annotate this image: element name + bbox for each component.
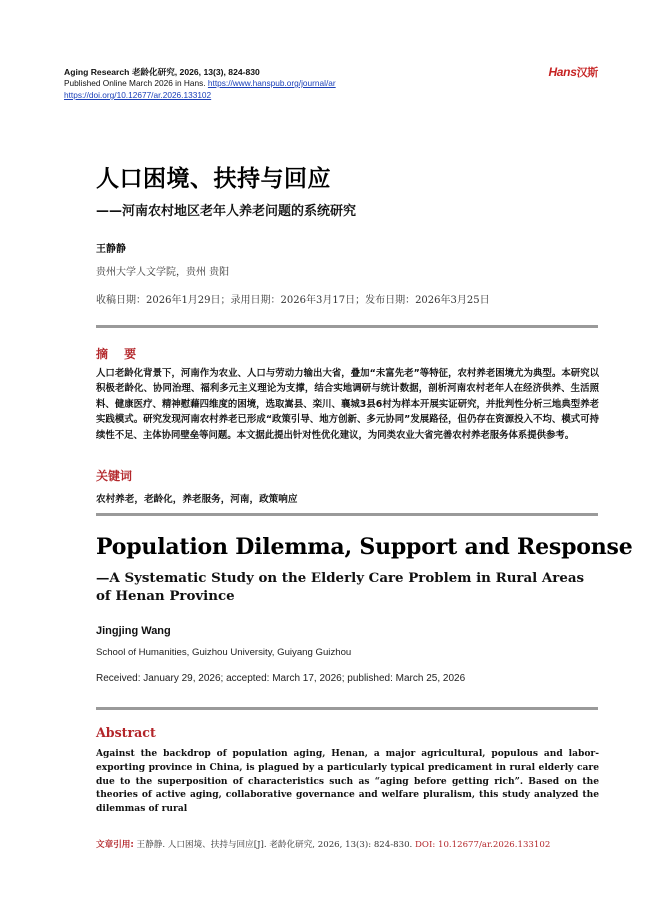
logo-cn: 汉斯	[576, 66, 598, 79]
cn-abstract: 人口老龄化背景下，河南作为农业、人口与劳动力输出大省，叠加“未富先老”等特征，农村养老困境尤为典型。本研究以积极老龄化、协同治理、福利多元主义理论为支撑，结合实地调研与统计数据，剖析河南农村老年人在经济供养、生活照料、健康医疗、精神慰藉四维度的困境，选取嵩县、栾川、襄城3县6村为样本开展实证研究，并批判性分析三地典型养老实践模式。研究发现河南农村养老已形成“政策引导、地方创新、多元协同”发展路径，但仍存在资源投入不均、模式可持续性不足、主体协同壁垒等问题。本文据此提出针对性优化建议，为同类农业大省完善农村养老服务体系提供参考。	[96, 368, 599, 441]
journal-url-link[interactable]: https://www.hanspub.org/journal/ar	[207, 78, 336, 88]
cn-abstract-heading: 摘 要	[96, 347, 143, 361]
citation-label: 文章引用:	[96, 840, 134, 850]
cn-subtitle: ——河南农村地区老年人养老问题的系统研究	[96, 204, 357, 219]
cn-affiliation: 贵州大学人文学院，贵州 贵阳	[96, 267, 230, 278]
citation-line	[96, 838, 550, 850]
en-author: Jingjing Wang	[96, 625, 171, 637]
citation-text: 王静静. 人口困境、扶持与回应[J]. 老龄化研究, 2026, 13(3): 824-830.	[133, 840, 416, 850]
journal-line: Aging Research 老龄化研究, 2026, 13(3), 824-830	[64, 67, 260, 77]
en-abstract: Against the backdrop of population aging, Henan, a major agricultural, populous and labor-exporting province in China, is plagued by a particularly typical predicament in rural elderly care due to the superposition of characteristics such as “aging before getting rich”. Based on the theories of active aging, collaborative governance and welfare pluralism, this study analyzed the dilemmas of rural	[96, 748, 599, 815]
en-abstract-heading: Abstract	[96, 725, 156, 740]
hans-logo	[548, 64, 598, 80]
doi-line	[64, 90, 211, 100]
cn-dates: 收稿日期：2026年1月29日；录用日期：2026年3月17日；发布日期：2026年3月25日	[96, 295, 490, 306]
published-prefix: Published Online March 2026 in Hans.	[64, 78, 208, 88]
logo-latin: Hans	[548, 65, 577, 79]
divider-bottom	[96, 707, 598, 710]
divider-middle	[96, 513, 598, 516]
divider-top	[96, 325, 598, 328]
en-dates: Received: January 29, 2026; accepted: March 17, 2026; published: March 25, 2026	[96, 673, 466, 684]
citation-doi[interactable]: DOI: 10.12677/ar.2026.133102	[415, 840, 551, 850]
en-affiliation: School of Humanities, Guizhou University, Guiyang Guizhou	[96, 647, 352, 658]
en-subtitle: —A Systematic Study on the Elderly Care Problem in Rural Areas of Henan Province	[96, 570, 585, 604]
published-line	[64, 78, 336, 88]
cn-author: 王静静	[96, 244, 126, 255]
en-title: Population Dilemma, Support and Response	[96, 534, 633, 560]
cn-title: 人口困境、扶持与回应	[96, 166, 331, 192]
cn-keywords: 农村养老，老龄化，养老服务，河南，政策响应	[96, 494, 298, 505]
cn-keywords-heading: 关键词	[96, 469, 133, 483]
doi-url-link[interactable]: https://doi.org/10.12677/ar.2026.133102	[64, 90, 212, 100]
